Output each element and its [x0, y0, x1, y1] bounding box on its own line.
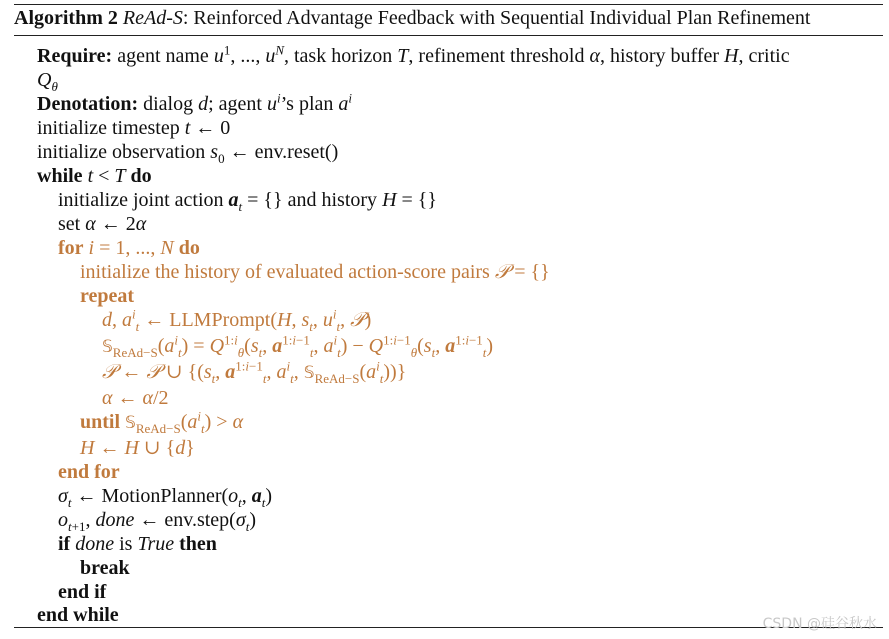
- while-keyword: while: [37, 165, 83, 187]
- set-alpha-text: set: [58, 213, 86, 235]
- init-joint-text-b: and history: [287, 189, 383, 211]
- end-for-line: [58, 460, 120, 484]
- env-step-text: env.step: [164, 509, 230, 531]
- caption-rule: [14, 35, 883, 36]
- require-text-a: agent name: [117, 45, 214, 67]
- end-if-line: [58, 580, 106, 604]
- for-keyword: for: [58, 237, 84, 259]
- llm-prompt-line: d, $a^i_t$ ← LLMPrompt(H, $s_t$, $u^i_t$, 𝒫): [102, 306, 372, 334]
- do-keyword: do: [130, 165, 152, 187]
- denotation-text-b: ; agent: [208, 93, 267, 115]
- init-observation-text: initialize observation: [37, 141, 211, 163]
- caption-name: ReAd-S: [122, 7, 183, 29]
- require-text-e: , critic: [738, 45, 790, 67]
- for-do-keyword: do: [178, 237, 200, 259]
- end-while-keyword: end while: [37, 604, 119, 626]
- end-while-line: [37, 603, 119, 627]
- init-timestep-text: initialize timestep: [37, 117, 185, 139]
- denotation-keyword: Denotation:: [37, 93, 139, 115]
- require-text-c: , refinement threshold: [408, 45, 590, 67]
- if-keyword: if: [58, 533, 71, 555]
- motion-planner-text: MotionPlanner: [101, 485, 222, 507]
- env-step-line: $o_{t+1}$, done ← $env.step(\sigma_t)$: [58, 509, 256, 534]
- motion-planner-line: $\sigma_t$ ← $MotionPlanner(o_t$, $a_t$): [58, 485, 273, 510]
- caption-text: : Reinforced Advantage Feedback with Sequential Individual Plan Refinement: [182, 7, 811, 29]
- repeat-keyword: repeat: [80, 285, 135, 307]
- denotation-text-a: dialog: [143, 93, 199, 115]
- init-history-line: initialize the history of evaluated action-score pairs 𝒫 = {}: [80, 261, 550, 283]
- caption-label: Algorithm 2: [14, 7, 118, 29]
- is-text: is: [119, 533, 133, 555]
- until-line: until $𝕊_{ReAd-S}(a^i_t) > \alpha$: [80, 408, 244, 436]
- watermark: CSDN @硅谷秋水: [762, 616, 877, 632]
- then-keyword: then: [179, 533, 217, 555]
- break-keyword: break: [80, 557, 130, 579]
- denotation-text-c: ’s plan: [280, 93, 339, 115]
- while-line: while t < T do: [37, 165, 152, 187]
- alpha-halve-line: α ← α/2: [102, 387, 169, 409]
- history-append-line: H ← H ∪ {d}: [80, 437, 195, 459]
- bottom-rule: [14, 627, 883, 628]
- break-line: [80, 556, 130, 580]
- env-reset-text: env.reset(): [254, 141, 339, 163]
- critic-line: $Q_\theta$: [37, 69, 58, 94]
- set-alpha-line: set α ← 2α: [58, 213, 147, 235]
- require-line: Require: agent name $u^1$, ..., $u^N$, task horizon T, refinement threshold α, history buffer H, critic: [37, 42, 790, 67]
- repeat-line: [80, 284, 134, 308]
- init-timestep-line: initialize timestep t ← 0: [37, 117, 231, 139]
- denotation-line: Denotation: dialog d; agent $u^i’s$ plan $a^i$: [37, 90, 353, 115]
- history-update-line: 𝒫 ← 𝒫 ∪ {($s_t$, $a^{1:i-1}_t$, $a^i_t$, $𝕊_{ReAd-S}(a^i_t)$)}: [102, 358, 407, 386]
- end-for-keyword: end for: [58, 461, 120, 483]
- algorithm-caption: [14, 7, 810, 30]
- until-keyword: until: [80, 411, 121, 433]
- init-joint-text-a: initialize joint action: [58, 189, 229, 211]
- init-observation-line: initialize observation $s_0$ ← env.reset(): [37, 141, 339, 166]
- top-rule: [14, 4, 883, 5]
- for-line: for i = 1, ..., N do: [58, 237, 200, 259]
- require-text-d: , history buffer: [599, 45, 725, 67]
- require-text-b: , task horizon: [283, 45, 398, 67]
- init-joint-action-line: initialize joint action $a_t$ = {} and history H = {}: [58, 189, 437, 214]
- llm-prompt-text: LLMPrompt: [169, 309, 271, 331]
- if-line: if done is True then: [58, 533, 217, 555]
- require-keyword: Require:: [37, 45, 113, 67]
- init-history-text: initialize the history of evaluated action-score pairs: [80, 261, 495, 283]
- score-line: $𝕊_{ReAd-S}(a^i_t) = Q^{1:i}_\theta(s_t$, $a^{1:i-1}_t$, $a^i_t) - Q^{1:i-1}_\theta(s_t$, $a^{1:i-1}_t$): [102, 332, 494, 360]
- end-if-keyword: end if: [58, 581, 107, 603]
